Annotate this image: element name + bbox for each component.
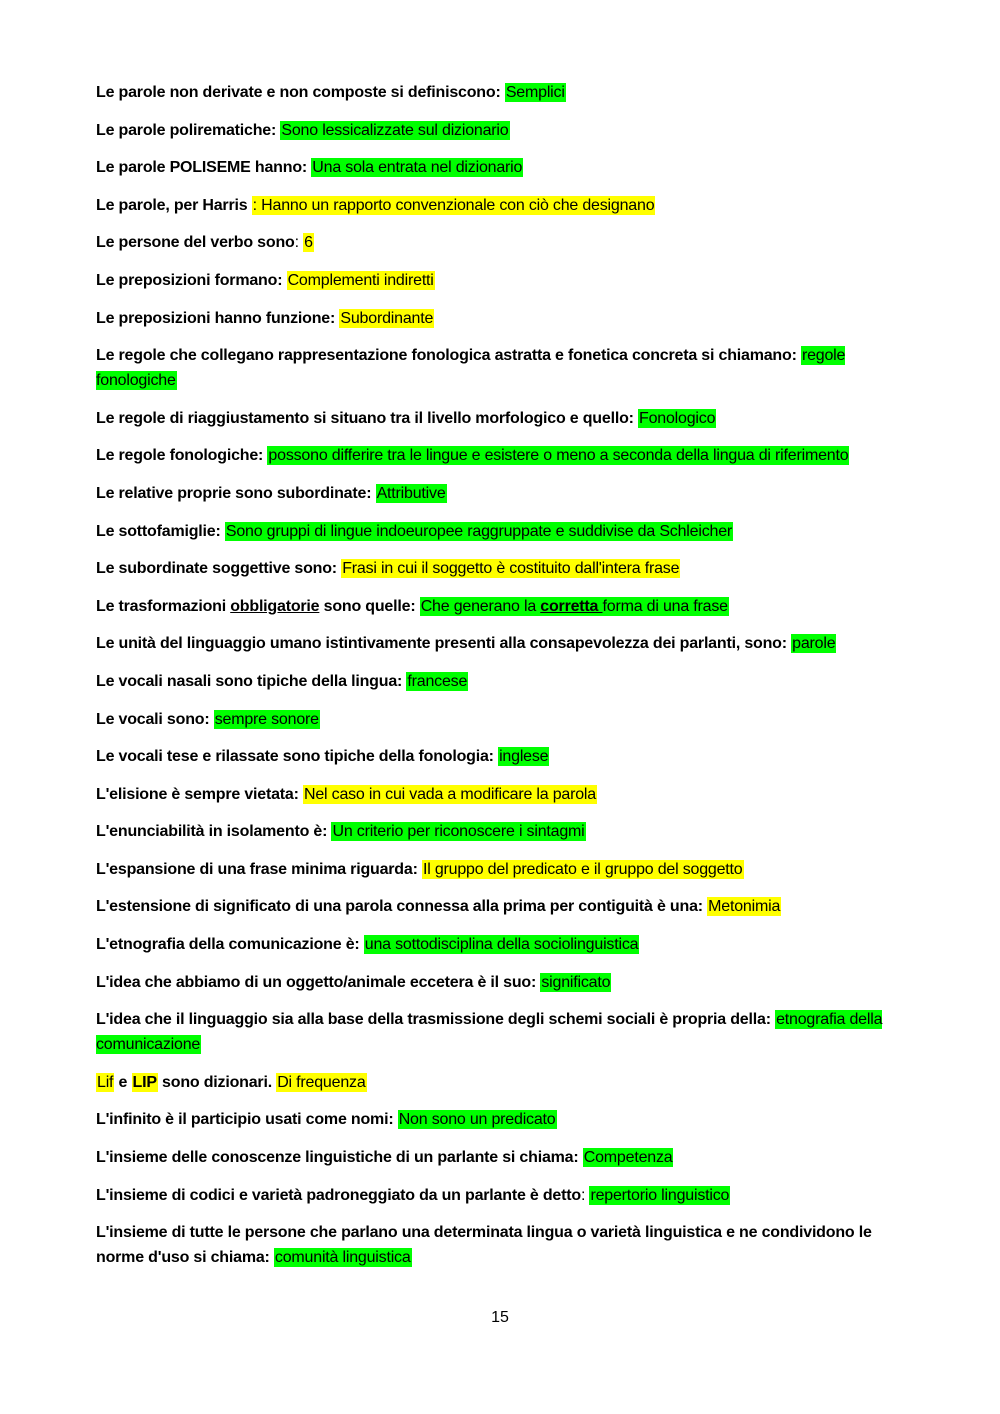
answer-yellow: Subordinante — [340, 309, 434, 327]
answer-green: possono differire tra le lingue e esistere o meno a seconda della lingua di riferimento — [268, 447, 849, 465]
entry: L'insieme delle conoscenze linguistiche di un parlante si chiama: Competenza — [96, 1149, 673, 1167]
answer-green: una sottodisciplina della sociolinguistica — [364, 936, 639, 954]
entry: L'infinito è il participio usati come nomi: Non sono un predicato — [96, 1111, 556, 1129]
answer-yellow: Frasi in cui il soggetto è costituito dall'intera frase — [342, 560, 680, 578]
answer-green: Attributive — [376, 484, 446, 502]
answer-green: repertorio linguistico — [590, 1186, 730, 1204]
answer-green: regole fonologiche — [96, 347, 846, 390]
answer-green: comunità linguistica — [274, 1249, 411, 1267]
highlight-yellow: Lif — [97, 1073, 114, 1091]
answer-yellow: : Hanno un rapporto convenzionale con ciò che designano — [252, 196, 655, 214]
entry: Le persone del verbo sono: 6 — [96, 234, 313, 252]
entry: L'insieme di codici e varietà padroneggiato da un parlante è detto: repertorio linguistico — [96, 1186, 730, 1204]
answer-green: Non sono un predicato — [398, 1111, 556, 1129]
entry: Lif e LIP sono dizionari. Di frequenza — [97, 1073, 366, 1091]
entry: L'enunciabilità in isolamento è: Un criterio per riconoscere i sintagmi — [96, 823, 585, 841]
answer-green: Sono lessicalizzate sul dizionario — [281, 121, 509, 139]
entry: Le trasformazioni obbligatorie sono quelle: Che generano la corretta forma di una frase — [96, 597, 728, 615]
answer-green: Competenza — [583, 1149, 673, 1167]
entry: Le vocali sono: sempre sonore — [96, 710, 319, 728]
entry: Le sottofamiglie: Sono gruppi di lingue indoeuropee raggruppate e suddivise da Schleicher — [96, 522, 733, 540]
answer-green: Che generano la corretta forma di una frase — [420, 597, 728, 615]
highlight-yellow: LIP — [132, 1073, 157, 1091]
entry: Le regole di riaggiustamento si situano tra il livello morfologico e quello: Fonologico — [96, 409, 716, 427]
answer-yellow: Nel caso in cui vada a modificare la parola — [303, 785, 596, 803]
entry: Le regole che collegano rappresentazione fonologica astratta e fonetica concreta si chiamano: regole fonologiche — [96, 347, 846, 390]
entry: Le parole polirematiche: Sono lessicalizzate sul dizionario — [96, 121, 509, 139]
entry: Le preposizioni hanno funzione: Subordinante — [96, 309, 434, 327]
answer-green: Un criterio per riconoscere i sintagmi — [332, 823, 585, 841]
entry: Le vocali tese e rilassate sono tipiche della fonologia: inglese — [96, 748, 549, 766]
entry: Le subordinate soggettive sono: Frasi in cui il soggetto è costituito dall'intera frase — [96, 560, 680, 578]
entry: Le regole fonologiche: possono differire tra le lingue e esistere o meno a seconda della lingua di riferimento — [96, 447, 849, 465]
entry: L'estensione di significato di una parola connessa alla prima per contiguità è una: Metonimia — [96, 898, 781, 916]
answer-yellow: Di frequenza — [277, 1073, 366, 1091]
entry: Le vocali nasali sono tipiche della lingua: francese — [96, 672, 468, 690]
answer-green: francese — [407, 672, 468, 690]
answer-green: Sono gruppi di lingue indoeuropee raggruppate e suddivise da Schleicher — [225, 522, 733, 540]
answer-yellow: 6 — [304, 234, 313, 252]
entry: Le parole, per Harris : Hanno un rapporto convenzionale con ciò che designano — [96, 196, 655, 214]
page-number: 15 — [491, 1309, 509, 1326]
entry: L'insieme di tutte le persone che parlano una determinata lingua o varietà linguistica e ne condividono le norme d'uso si chiama: comunità linguistica — [96, 1224, 872, 1267]
answer-green: parole — [792, 635, 836, 653]
entry: L'espansione di una frase minima riguarda: Il gruppo del predicato e il gruppo del soggetto — [96, 860, 743, 878]
answer-green: Una sola entrata nel dizionario — [312, 159, 523, 177]
entry: L'etnografia della comunicazione è: una sottodisciplina della sociolinguistica — [96, 936, 639, 954]
entry: Le parole non derivate e non composte si definiscono: Semplici — [96, 84, 565, 101]
entry: L'idea che il linguaggio sia alla base della trasmissione degli schemi sociali è propria della: etnografia della comunicazione — [96, 1011, 883, 1054]
answer-yellow: Il gruppo del predicato e il gruppo del soggetto — [422, 860, 743, 878]
entry: L'idea che abbiamo di un oggetto/animale eccetera è il suo: significato — [96, 973, 611, 991]
entry: Le relative proprie sono subordinate: Attributive — [96, 484, 446, 502]
entry: Le preposizioni formano: Complementi indiretti — [96, 271, 434, 289]
entry: Le unità del linguaggio umano istintivamente presenti alla consapevolezza dei parlanti, sono: parole — [96, 635, 836, 653]
answer-green: etnografia della comunicazione — [96, 1011, 883, 1054]
answer-green: sempre sonore — [214, 710, 319, 728]
answer-yellow: Complementi indiretti — [287, 271, 434, 289]
answer-yellow: Metonimia — [708, 898, 781, 916]
answer-green: Semplici — [505, 84, 565, 101]
entry: Le parole POLISEME hanno: Una sola entrata nel dizionario — [96, 159, 523, 177]
page-content — [96, 80, 904, 1283]
answer-green: inglese — [499, 748, 549, 766]
entry: L'elisione è sempre vietata: Nel caso in cui vada a modificare la parola — [96, 785, 596, 803]
answer-green: Fonologico — [639, 409, 716, 427]
answer-green: significato — [541, 973, 611, 991]
